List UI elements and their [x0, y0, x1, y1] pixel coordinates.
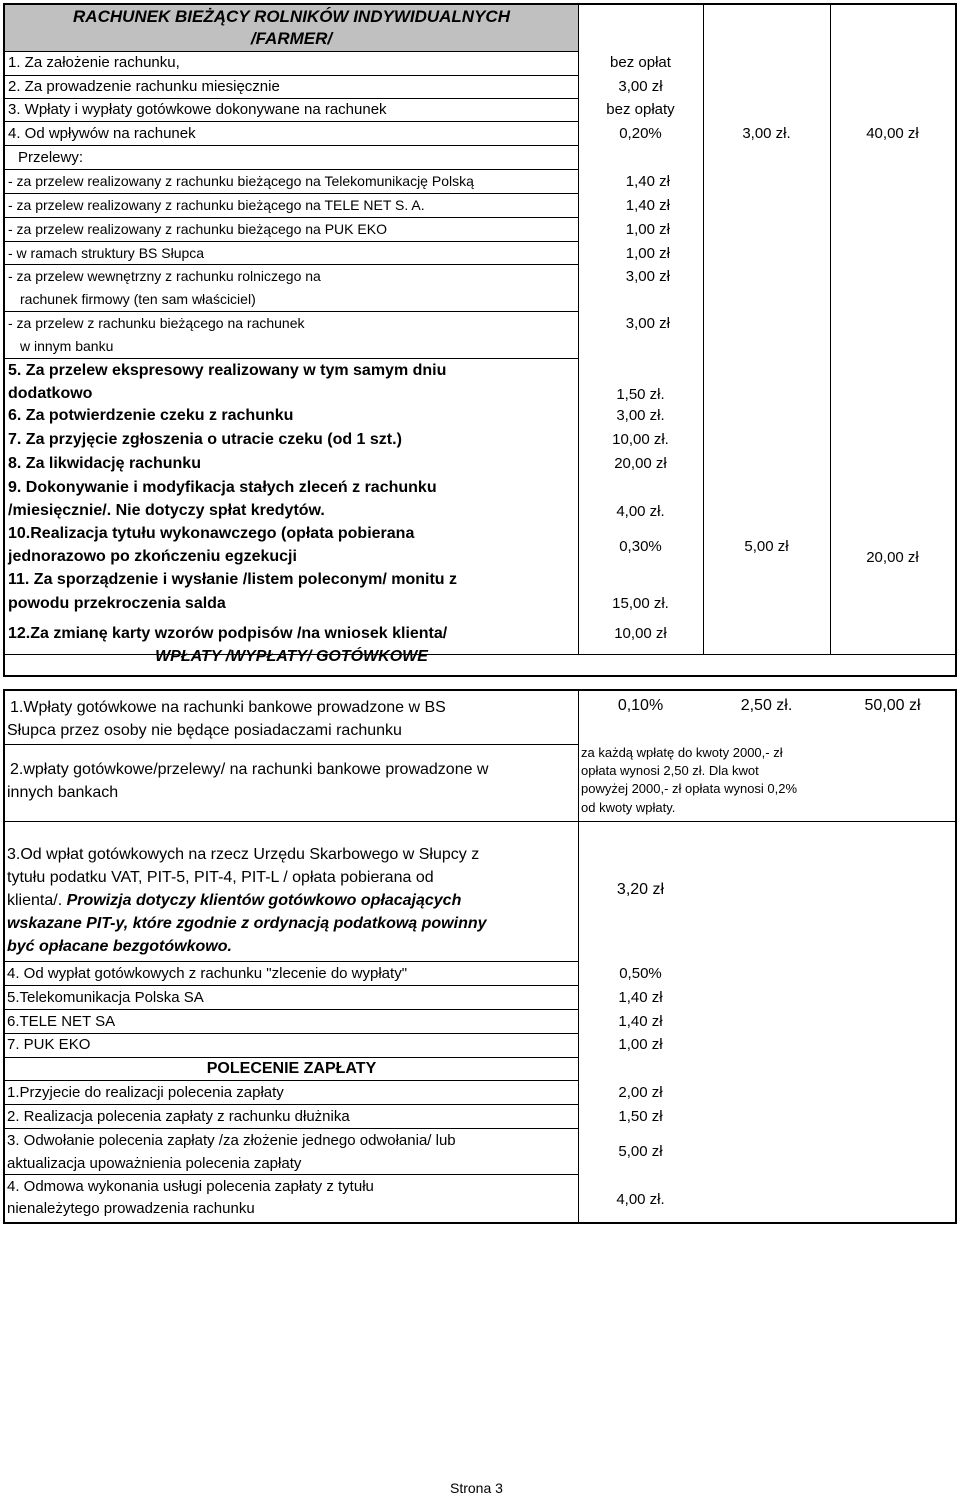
fee-label: - za przelew realizowany z rachunku bieżącego na PUK EKO — [8, 221, 387, 237]
polecenie-title: POLECENIE ZAPŁATY — [206, 1060, 377, 1077]
grid-line — [5, 985, 578, 986]
grid-line — [5, 241, 578, 242]
fee-label: 12.Za zmianę karty wzorów podpisów /na wniosek klienta/ — [8, 625, 448, 642]
fee-label: 9. Dokonywanie i modyfikacja stałych zleceń z rachunku — [8, 479, 437, 496]
fee-min: 5,00 zł — [744, 538, 789, 555]
fee-label: 6.TELE NET SA — [7, 1013, 116, 1030]
fee-label: 6. Za potwierdzenie czeku z rachunku — [8, 407, 294, 424]
fee-value: 3,20 zł — [616, 881, 665, 898]
page-number: Strona 3 — [450, 1480, 503, 1496]
grid-line — [5, 145, 578, 146]
fee-label: - za przelew wewnętrzny z rachunku rolniczego na — [8, 268, 321, 284]
grid-line — [5, 1104, 578, 1105]
fee-label: - za przelew z rachunku bieżącego na rachunek — [8, 315, 305, 331]
fee-min: 2,50 zł. — [740, 697, 793, 714]
fee-label: 5.Telekomunikacja Polska SA — [7, 989, 204, 1006]
fee-label-cont: /miesięcznie/. Nie dotyczy spłat kredytów. — [8, 502, 325, 519]
fee-label: 4. Od wypłat gotówkowych z rachunku "zlecenie do wypłaty" — [7, 965, 408, 982]
fee-value: 10,00 zł. — [612, 431, 669, 448]
grid-line — [5, 1080, 578, 1081]
fee-note: za każdą wpłatę do kwoty 2000,- zł — [581, 745, 783, 760]
grid-line — [5, 358, 578, 359]
fee-label-emphasis: być opłacane bezgotówkowo. — [7, 938, 232, 955]
cash-section-title: WPŁATY /WYPŁATY/ GOTÓWKOWE — [155, 648, 428, 665]
fee-value: 5,00 zł — [618, 1143, 663, 1160]
grid-line — [5, 121, 578, 122]
fee-note: od kwoty wpłaty. — [581, 800, 676, 815]
fee-value: 1,50 zł — [618, 1108, 663, 1125]
fee-label-cont: dodatkowo — [8, 385, 93, 402]
fee-label: 3. Wpłaty i wypłaty gotówkowe dokonywane na rachunek — [8, 101, 387, 118]
fee-label-cont: w innym banku — [20, 338, 114, 354]
fee-label: - za przelew realizowany z rachunku bieżącego na TELE NET S. A. — [8, 197, 425, 213]
grid-line — [5, 1009, 578, 1010]
fee-value: 1,40 zł — [625, 173, 670, 190]
fee-value: 1,40 zł — [618, 989, 663, 1006]
fee-label: 3. Odwołanie polecenia zapłaty /za złożenie jednego odwołania/ lub — [7, 1132, 456, 1149]
fee-label: 8. Za likwidację rachunku — [8, 455, 201, 472]
fee-label-part: klienta/. — [7, 892, 67, 909]
fee-value: 20,00 zł — [614, 455, 667, 472]
fee-label: - za przelew realizowany z rachunku bieżącego na Telekomunikację Polską — [8, 173, 474, 189]
fee-label: 1.Wpłaty gotówkowe na rachunki bankowe prowadzone w BS — [10, 699, 446, 716]
grid-line — [5, 961, 578, 962]
fee-value: 4,00 zł. — [616, 1191, 665, 1208]
fee-value: bez opłat — [610, 54, 671, 71]
fee-value: bez opłaty — [606, 101, 675, 118]
grid-line — [5, 169, 578, 170]
fee-value: 2,00 zł — [618, 1084, 663, 1101]
fee-label: - w ramach struktury BS Słupca — [8, 245, 205, 261]
fee-label-cont: innych bankach — [7, 784, 119, 801]
fee-value: 0,10% — [617, 697, 664, 714]
grid-line — [5, 744, 578, 745]
grid-line — [5, 75, 578, 76]
fee-label: 7. Za przyjęcie zgłoszenia o utracie czeku (od 1 szt.) — [8, 431, 402, 448]
fee-value: 1,00 zł — [625, 221, 670, 238]
fee-label-emphasis: Prowizja dotyczy klientów gotówkowo opłacających — [66, 892, 462, 909]
grid-line — [5, 264, 578, 265]
fee-label: 1. Za założenie rachunku, — [8, 54, 180, 71]
fee-value: 0,30% — [619, 538, 662, 555]
fee-label-cont: jednorazowo po zkończeniu egzekucji — [8, 548, 297, 565]
fee-value: 0,50% — [619, 965, 662, 982]
fee-label: 10.Realizacja tytułu wykonawczego (opłata pobierana — [8, 525, 415, 542]
fee-min: 3,00 zł. — [742, 125, 791, 142]
fee-label-cont: tytułu podatku VAT, PIT-5, PIT-4, PIT-L / opłata pobierana od — [7, 869, 434, 886]
fee-value: 4,00 zł. — [616, 503, 665, 520]
fee-label-cont: Słupca przez osoby nie będące posiadaczami rachunku — [7, 722, 402, 739]
fee-value: 3,00 zł — [625, 315, 670, 332]
fee-value: 1,40 zł — [625, 197, 670, 214]
grid-line — [5, 821, 955, 822]
grid-line — [5, 1128, 578, 1129]
fee-label: 2. Za prowadzenie rachunku miesięcznie — [8, 78, 280, 95]
fee-value: 3,00 zł — [618, 78, 663, 95]
fee-label: 11. Za sporządzenie i wysłanie /listem poleconym/ monitu z — [8, 571, 458, 588]
fee-value: 1,00 zł — [618, 1036, 663, 1053]
fee-label-cont — [7, 891, 461, 911]
fee-label-emphasis: wskazane PIT-y, które zgodnie z ordynacją podatkową powinny — [7, 915, 487, 932]
fee-value: 1,50 zł. — [616, 386, 665, 403]
fee-label: 2. Realizacja polecenia zapłaty z rachunku dłużnika — [7, 1108, 350, 1125]
fee-label: 4. Od wpływów na rachunek — [8, 125, 196, 142]
fee-label-cont: nienależytego prowadzenia rachunku — [7, 1200, 255, 1217]
fee-max: 50,00 zł — [864, 697, 921, 714]
transfers-title: Przelewy: — [18, 149, 84, 166]
fee-max: 20,00 zł — [866, 549, 919, 566]
header-title: RACHUNEK BIEŻĄCY ROLNIKÓW INDYWIDUALNYCH — [73, 7, 510, 26]
fee-label: 2.wpłaty gotówkowe/przelewy/ na rachunki bankowe prowadzone w — [10, 761, 489, 778]
fee-label-cont: rachunek firmowy (ten sam właściciel) — [20, 291, 256, 307]
grid-line — [5, 1033, 578, 1034]
fee-label: 4. Odmowa wykonania usługi polecenia zapłaty z tytułu — [7, 1178, 374, 1195]
grid-line — [5, 1174, 578, 1175]
fee-value: 10,00 zł — [614, 625, 667, 642]
grid-line — [5, 193, 578, 194]
grid-line — [5, 98, 578, 99]
fee-label: 1.Przyjecie do realizacji polecenia zapłaty — [7, 1084, 284, 1101]
fee-max: 40,00 zł — [866, 125, 919, 142]
fee-label: 5. Za przelew ekspresowy realizowany w tym samym dniu — [8, 362, 447, 379]
fee-label: 3.Od wpłat gotówkowych na rzecz Urzędu Skarbowego w Słupcy z — [7, 846, 480, 863]
fee-note: opłata wynosi 2,50 zł. Dla kwot — [581, 763, 759, 778]
fee-label-cont: aktualizacja upoważnienia polecenia zapłaty — [7, 1155, 302, 1172]
fee-label-cont: powodu przekroczenia salda — [8, 595, 226, 612]
fee-value: 3,00 zł — [625, 268, 670, 285]
grid-line — [5, 217, 578, 218]
fee-note: powyżej 2000,- zł opłata wynosi 0,2% — [581, 781, 798, 796]
grid-line — [5, 1057, 578, 1058]
fee-value: 15,00 zł. — [612, 595, 669, 612]
fee-value: 1,40 zł — [618, 1013, 663, 1030]
grid-line — [5, 311, 578, 312]
fee-label: 7. PUK EKO — [7, 1036, 91, 1053]
fee-value: 3,00 zł. — [616, 407, 665, 424]
header-subtitle: /FARMER/ — [250, 29, 333, 48]
fee-value: 1,00 zł — [625, 245, 670, 262]
fee-value: 0,20% — [619, 125, 662, 142]
grid-line — [5, 51, 578, 52]
